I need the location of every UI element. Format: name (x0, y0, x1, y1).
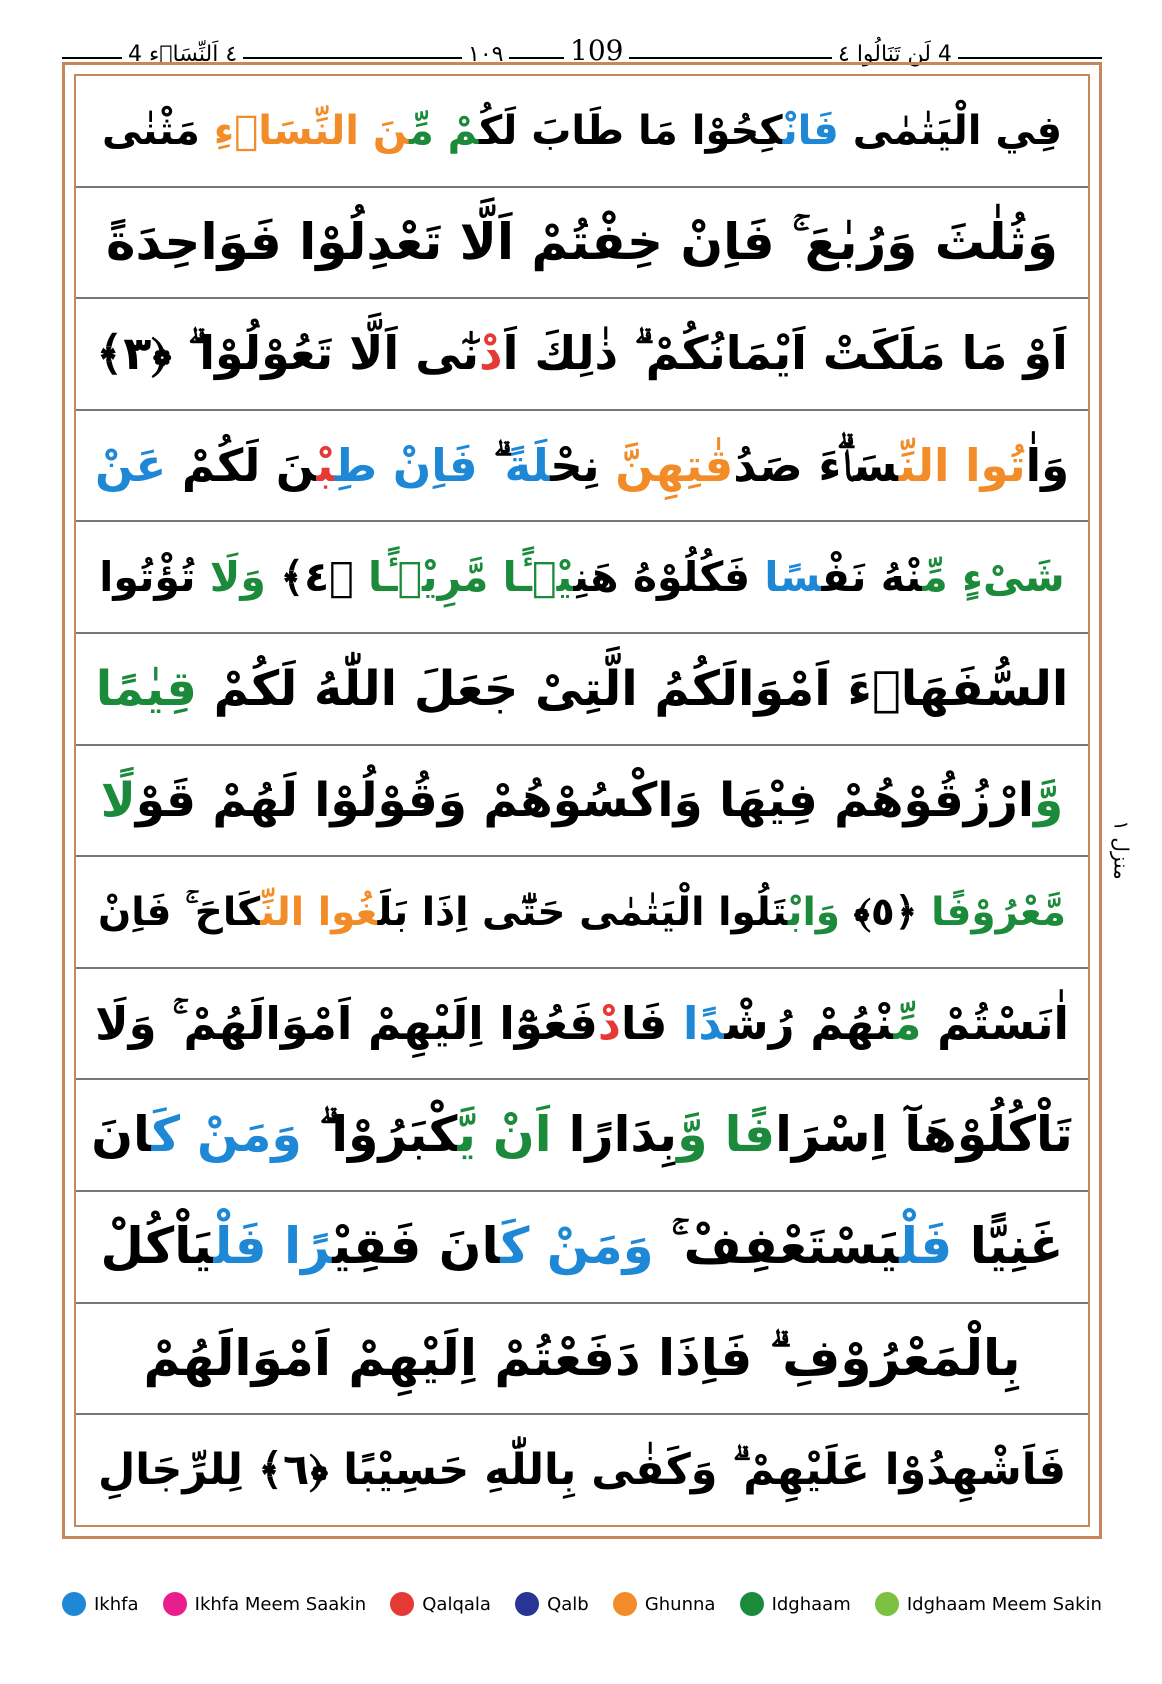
tajweed-segment: ۗ (477, 438, 505, 492)
tajweed-segment: نَ لَكُمْ (166, 438, 317, 492)
header-page-number: 109 (564, 36, 629, 66)
arabic-verse-text (96, 326, 1067, 382)
page-frame (62, 62, 1102, 1539)
tajweed-segment: غَنِيًّا (969, 1217, 1064, 1276)
tajweed-segment: تَلُوا الْيَتٰمٰى حَتّٰٓى اِذَا بَلَ (377, 889, 788, 935)
tajweed-segment: دًا (682, 996, 725, 1050)
legend-item (875, 1592, 1102, 1616)
tajweed-segment: ﴿٤﴾ (265, 553, 369, 602)
tajweed-segment: يَاْكُلْ (100, 1217, 214, 1276)
arabic-verse-text (102, 108, 1062, 154)
tajweed-segment: دْ (479, 326, 503, 381)
tajweed-segment: فَا (620, 996, 683, 1050)
tajweed-segment: السُّفَهَاۗءَ اَمْوَالَكُمُ الَّتِىْ جَعَلَ اللّٰهُ لَكُمْ (196, 660, 1069, 717)
text-line-5 (76, 522, 1088, 634)
tajweed-segment: تُؤْتُوا (99, 553, 210, 602)
tajweed-segment: لًا (100, 772, 136, 828)
arabic-verse-text (98, 1445, 1066, 1495)
tajweed-segment: تُوا النِّ (898, 438, 1026, 492)
text-line-11 (76, 1192, 1088, 1304)
legend-color-dot-icon (613, 1592, 637, 1616)
tajweed-legend (62, 1584, 1102, 1624)
tajweed-segment: مَّعْرُوْفًا (931, 889, 1067, 935)
tajweed-segment: اٰنَسْتُمْ (921, 996, 1069, 1050)
legend-color-dot-icon (740, 1592, 764, 1616)
text-line-3 (76, 299, 1088, 411)
arabic-verse-text (95, 439, 1069, 493)
tajweed-segment: بِالْمَعْرُوْفِ ۗ فَاِذَا دَفَعْتُمْ اِلَيْهِمْ اَمْوَالَهُمْ (143, 1329, 1021, 1387)
tajweed-segment: مْ مِّ (408, 107, 479, 154)
legend-item (163, 1592, 366, 1616)
tajweed-segment: يْۤـًٔا مَّرِيْۤـًٔا (368, 553, 574, 602)
tajweed-segment: اَوْ مَا مَلَكَتْ اَيْمَانُكُمْ ۗ ذٰلِكَ اَ (502, 326, 1068, 381)
tajweed-segment: وَثُلٰثَ وَرُبٰعَ ۚ فَاِنْ خِفْتُمْ اَلَّا تَعْدِلُوْا فَوَاحِدَةً (106, 212, 1058, 271)
tajweed-segment: ارْزُقُوْهُمْ فِيْهَا وَاكْسُوْهُمْ وَقُوْلُوْا لَهُمْ قَوْ (135, 772, 1034, 828)
legend-color-dot-icon (390, 1592, 414, 1616)
legend-label: Ikhfa Meem Saakin (194, 1593, 367, 1615)
legend-color-dot-icon (875, 1592, 899, 1616)
legend-item (515, 1592, 589, 1616)
tajweed-segment: فَاَشْهِدُوْا عَلَيْهِمْ ۗ وَكَفٰى بِاللّٰهِ حَسِيْبًا ﴿٦﴾ لِلرِّجَالِ (97, 1445, 1067, 1496)
quran-text-lines (76, 76, 1088, 1525)
arabic-verse-text (96, 661, 1069, 717)
text-line-1 (76, 76, 1088, 188)
text-line-12 (76, 1304, 1088, 1416)
text-line-7 (76, 746, 1088, 858)
arabic-verse-text (91, 1106, 1073, 1164)
header-juz-name: 4 لَن تَنَالُوا ٤ (832, 40, 958, 70)
tajweed-segment: رًا فَلْ (213, 1217, 333, 1276)
text-line-10 (76, 1080, 1088, 1192)
tajweed-segment: مِّ (893, 996, 922, 1050)
tajweed-segment: وَمَنْ كَ (500, 1217, 654, 1276)
legend-item (62, 1592, 139, 1616)
arabic-verse-text (98, 890, 1066, 935)
header-page-arabic: ١٠٩ (462, 40, 509, 70)
tajweed-segment: وَاٰ (1025, 438, 1070, 492)
tajweed-segment: اَنْ يَّ (457, 1106, 552, 1164)
text-line-2 (76, 188, 1088, 300)
tajweed-segment: وَلَا (209, 553, 266, 602)
tajweed-segment: فَانْ (782, 107, 839, 154)
text-line-4 (76, 411, 1088, 523)
tajweed-segment: انَ فَقِيْ (332, 1217, 501, 1276)
tajweed-segment: فَكُلُوْهُ هَنِ (573, 553, 765, 602)
text-line-13 (76, 1415, 1088, 1525)
tajweed-segment: قِيٰمًا (95, 660, 197, 717)
arabic-verse-text (106, 213, 1058, 272)
tajweed-segment: غُوا النِّ (260, 889, 378, 935)
tajweed-segment: لَةً (504, 438, 551, 492)
legend-label: Ikhfa (94, 1593, 139, 1615)
manzil-marker (1102, 790, 1142, 910)
tajweed-segment: يَسْتَعْفِفْ ۚ (653, 1217, 900, 1276)
tajweed-segment: فِي الْيَتٰمٰى (838, 107, 1063, 154)
tajweed-segment: نٰٓى اَلَّا تَعُوْلُوْا ۗ ﴿٣﴾ (96, 326, 480, 381)
tajweed-segment: فَلْ (899, 1217, 970, 1276)
text-line-9 (76, 969, 1088, 1081)
tajweed-segment: نَ النِّسَاۗءِ (199, 107, 409, 154)
tajweed-segment: وَمَنْ كَ (151, 1106, 302, 1164)
tajweed-segment: شَىْءٍ مِّ (922, 553, 1065, 602)
tajweed-segment: دْ (597, 996, 621, 1050)
tajweed-segment: بِدَارًا (551, 1106, 678, 1164)
tajweed-segment: عَنْ (94, 438, 167, 492)
tajweed-segment: كَاحَ ۚ فَاِنْ (97, 889, 261, 935)
legend-item (613, 1592, 716, 1616)
tajweed-segment: نِحْ (550, 438, 616, 492)
legend-label: Ghunna (644, 1593, 716, 1615)
tajweed-segment: فًا وَّ (677, 1106, 776, 1164)
tajweed-segment: ﴿٥﴾ (840, 889, 932, 935)
tajweed-segment: قٰتِهِنَّ (615, 438, 734, 492)
tajweed-segment: سَاۗءَ صَدُ (733, 438, 899, 492)
tajweed-segment: انَ (91, 1106, 152, 1164)
legend-item (390, 1592, 491, 1616)
text-line-8 (76, 857, 1088, 969)
arabic-verse-text (143, 1329, 1020, 1388)
tajweed-segment: تَاْكُلُوْهَآ اِسْرَا (775, 1106, 1073, 1164)
tajweed-segment: كِحُوْا مَا طَابَ لَكُ (479, 107, 783, 154)
legend-color-dot-icon (163, 1592, 187, 1616)
tajweed-segment: بْ (316, 438, 335, 492)
tajweed-segment: فَاِنْ طِ (334, 438, 478, 492)
tajweed-segment: نْهُ نَفْ (821, 553, 923, 602)
legend-label: Qalb (547, 1593, 589, 1615)
tajweed-segment: وَابْ (787, 889, 841, 935)
legend-label: Idghaam Meem Sakin (906, 1593, 1102, 1615)
header-surah-name: ٤ اَلنِّسَاۗء 4 (122, 40, 243, 70)
legend-item (740, 1592, 851, 1616)
tajweed-segment: فَعُوْٓا اِلَيْهِمْ اَمْوَالَهُمْ ۚ وَلَا (95, 996, 598, 1050)
arabic-verse-text (101, 773, 1063, 828)
manzil-label: منزل ١ (1110, 820, 1135, 880)
arabic-verse-text (95, 997, 1069, 1051)
tajweed-segment: مَثْنٰى (101, 107, 200, 154)
legend-label: Idghaam (771, 1593, 851, 1615)
legend-label: Qalqala (422, 1593, 491, 1615)
legend-color-dot-icon (515, 1592, 539, 1616)
tajweed-segment: نْهُمْ رُشْ (724, 996, 894, 1050)
legend-color-dot-icon (62, 1592, 86, 1616)
text-line-6 (76, 634, 1088, 746)
tajweed-segment: كْبَرُوْا ۗ (301, 1106, 458, 1164)
tajweed-segment: وَّ (1034, 772, 1064, 828)
tajweed-segment: سًا (764, 553, 822, 602)
arabic-verse-text (99, 553, 1064, 601)
arabic-verse-text (101, 1217, 1064, 1276)
